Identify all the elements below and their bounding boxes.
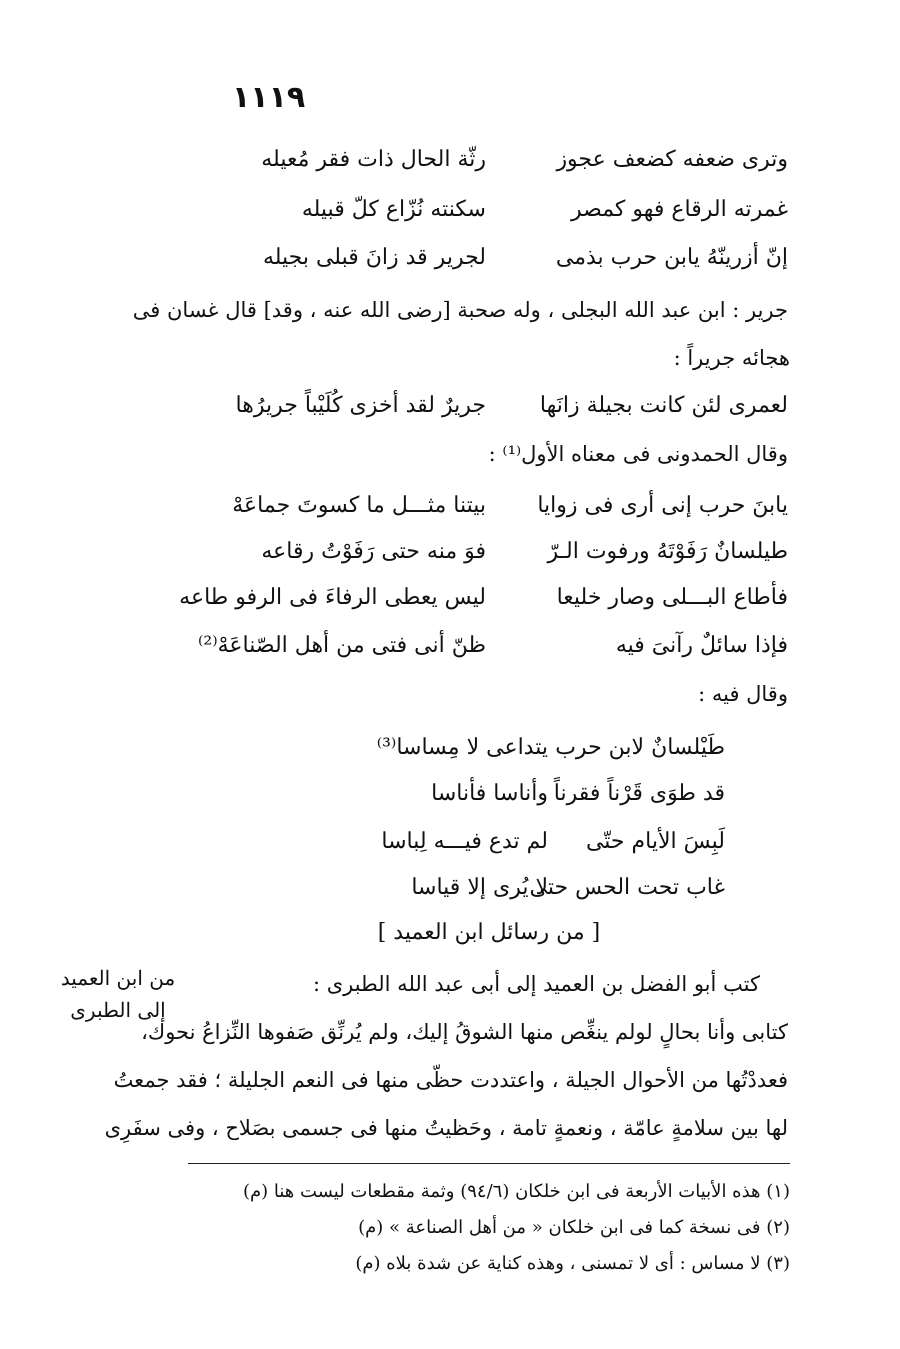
margin-note-line: إلى الطبرى (70, 998, 166, 1022)
footnote: (٣) لا مساس : أى لا تمسنى ، وهذه كناية عن شدة بلاه (م) (355, 1253, 790, 1274)
page-number: ١١١٩ (232, 80, 306, 115)
verse-hemistich-first: فأطاع البـــلى وصار خليعا (556, 585, 788, 610)
verse-hemistich-second: وأناسا فأناسا (431, 781, 548, 806)
prose-line: كتابى وأنا بحالٍ لولم ينغِّص منها الشوقُ إليك، ولم يُرنِّق صَفوها النِّزاعُ نحوك، (141, 1020, 788, 1044)
verse-hemistich-first: لَبِسَ الأيام حتّى (585, 829, 725, 854)
verse-line (373, 726, 725, 770)
verse-hemistich-second: ليس يعطى الرفاءَ فى الرفو طاعه (179, 585, 486, 610)
verse-line (236, 236, 788, 280)
verse-hemistich-second: رثّة الحال ذات فقر مُعيله (261, 147, 486, 172)
prose-line: فعددْتُها من الأحوال الجيلة ، واعتددت حظّى منها فى النعم الجليلة ؛ فقد جمعتُ (113, 1068, 788, 1092)
verse-hemistich-second: لجرير قد زانَ قبلى بجيله (262, 245, 486, 270)
verse-hemistich-first: فإذا سائلٌ رآنىَ فيه (615, 633, 788, 658)
verse-hemistich-first: إنّ أزرينّهُ يابن حرب بذمى (555, 245, 788, 270)
verse-line (198, 624, 788, 668)
verse-hemistich-first: طيلسانٌ رَفَوْتَهُ ورفوت الـرّ (547, 539, 788, 564)
verse-hemistich-first: وترى ضعفه كضعف عجوز (556, 147, 788, 172)
prose-line: جرير : ابن عبد الله البجلى ، وله صحبة [رضى الله عنه ، وقد] قال غسان فى (132, 298, 788, 322)
verse-hemistich-first: غاب تحت الحس حتى (529, 875, 725, 900)
verse-hemistich-second: لم تدع فيـــه لِباسا (381, 829, 548, 854)
verse-line (373, 866, 725, 910)
verse-hemistich-second: فوَ منه حتى رَفَوْتُ رقاعه (261, 539, 486, 564)
prose-line: كتب أبو الفضل بن العميد إلى أبى عبد الله الطبرى : (312, 972, 760, 996)
verse-line (232, 484, 788, 528)
verse-hemistich-second: يتداعى لا مِساسا⁽³⁾ (376, 735, 548, 760)
prose-line: وقال الحمدونى فى معناه الأول⁽¹⁾ : (488, 442, 788, 466)
verse-hemistich-first: لعمرى لئن كانت بجيلة زانَها (539, 393, 788, 418)
section-header: [ من رسائل ابن العميد ] (377, 920, 601, 945)
verse-line (236, 188, 788, 232)
verse-line (179, 576, 788, 620)
verse-hemistich-first: طَيْلسانٌ لابن حرب (555, 735, 725, 760)
verse-line (373, 772, 725, 816)
verse-line (236, 384, 788, 428)
verse-line (373, 820, 725, 864)
verse-hemistich-second: جريرٌ لقد أخزى كُلَيْباً جريرُها (235, 393, 486, 418)
prose-line: هجائه جريراً : (673, 346, 790, 370)
verse-line (236, 138, 788, 182)
prose-line: وقال فيه : (698, 682, 788, 706)
margin-note-line: من ابن العميد (60, 966, 176, 990)
verse-hemistich-first: قد طوَى قَرْناً فقرناً (553, 781, 725, 806)
verse-hemistich-first: غمرته الرقاع فهو كمصر (571, 197, 788, 222)
verse-hemistich-second: ظنّ أنى فتى من أهل الصّناعَهْ⁽²⁾ (198, 633, 486, 658)
verse-hemistich-second: لا يُرى إلا قياسا (411, 875, 548, 900)
verse-hemistich-first: يابنَ حرب إنى أرى فى زوايا (537, 493, 788, 518)
prose-line: لها بين سلامةٍ عامّة ، ونعمةٍ تامة ، وحَظيتُ منها فى جسمى بصَلاح ، وفى سفَرِى (104, 1116, 788, 1140)
verse-hemistich-second: سكنته نُزّاع كلّ قبيله (301, 197, 486, 222)
footnote-separator (188, 1163, 790, 1164)
verse-hemistich-second: بيتنا مثـــل ما كسوتَ جماعَهْ (232, 493, 486, 518)
verse-line (236, 530, 788, 574)
footnote: (٢) فى نسخة كما فى ابن خلكان « من أهل الصناعة » (م) (358, 1217, 790, 1238)
footnote: (١) هذه الأبيات الأربعة فى ابن خلكان (٩٤/٦) وثمة مقطعات ليست هنا (م) (242, 1181, 790, 1202)
